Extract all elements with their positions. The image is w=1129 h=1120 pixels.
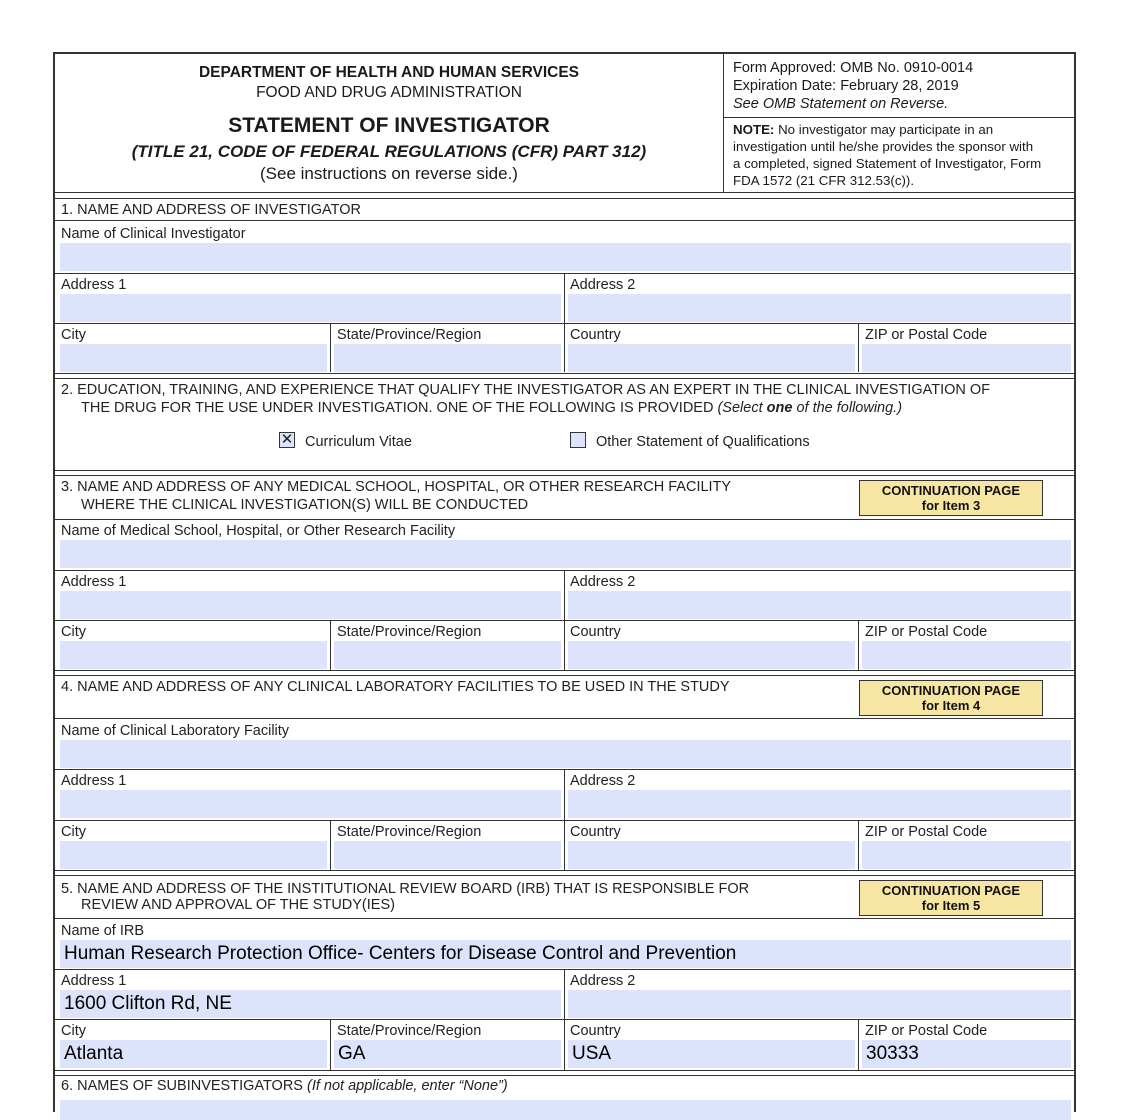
rule xyxy=(55,220,1074,221)
section4-address2-label: Address 2 xyxy=(570,773,636,789)
section3-heading-line1: 3. NAME AND ADDRESS OF ANY MEDICAL SCHOOL, HOSPITAL, OR OTHER RESEARCH FACILITY xyxy=(61,479,732,495)
section6-note: (If not applicable, enter “None”) xyxy=(307,1078,508,1094)
note-text-1: No investigator may participate in an xyxy=(778,122,994,137)
note-text-2: investigation until he/she provides the sponsor with xyxy=(733,139,1034,154)
irb-zip-field[interactable] xyxy=(862,1040,1071,1068)
continuation-page-item4-button[interactable] xyxy=(859,680,1043,716)
irb-address1-field[interactable] xyxy=(60,990,561,1018)
rule xyxy=(55,192,1074,193)
section3-address1-label: Address 1 xyxy=(61,574,127,590)
investigator-address1-field[interactable] xyxy=(60,294,561,322)
rule xyxy=(858,620,859,670)
rule xyxy=(858,820,859,870)
facility-city-field[interactable] xyxy=(60,641,327,669)
rule xyxy=(330,620,331,670)
section5-zip-label: ZIP or Postal Code xyxy=(865,1023,988,1039)
lab-city-field[interactable] xyxy=(60,841,327,869)
lab-address1-field[interactable] xyxy=(60,790,561,818)
form-page xyxy=(53,52,1076,1112)
section5-address2-label: Address 2 xyxy=(570,973,636,989)
rule xyxy=(55,718,1074,719)
curriculum-vitae-checkbox[interactable]: ✕ xyxy=(280,431,294,448)
rule xyxy=(858,323,859,372)
continuation-title: CONTINUATION PAGE xyxy=(881,483,1021,498)
section2-select-bold: one xyxy=(766,400,793,416)
continuation-page-item5-button[interactable] xyxy=(859,880,1043,916)
rule xyxy=(330,820,331,870)
section3-zip-label: ZIP or Postal Code xyxy=(865,624,988,640)
facility-address1-field[interactable] xyxy=(60,591,561,619)
section3-state-label: State/Province/Region xyxy=(337,624,482,640)
rule xyxy=(55,323,1074,324)
section5-state-label: State/Province/Region xyxy=(337,1023,482,1039)
facility-country-field[interactable] xyxy=(568,641,855,669)
rule xyxy=(55,1019,1074,1020)
section4-country-label: Country xyxy=(570,824,621,840)
irb-name-field[interactable] xyxy=(60,940,1071,968)
expiration-date: Expiration Date: February 28, 2019 xyxy=(733,78,959,94)
section6-heading-text: 6. NAMES OF SUBINVESTIGATORS xyxy=(61,1078,303,1094)
omb-box xyxy=(733,59,1073,113)
form-title: STATEMENT OF INVESTIGATOR xyxy=(228,114,550,137)
rule xyxy=(858,1019,859,1070)
section4-address1-label: Address 1 xyxy=(61,773,127,789)
investigator-name-field[interactable] xyxy=(60,243,1071,271)
section5-city-label: City xyxy=(61,1023,86,1039)
rule xyxy=(55,1075,1074,1076)
section1-heading: 1. NAME AND ADDRESS OF INVESTIGATOR xyxy=(61,202,361,218)
note-divider xyxy=(723,117,1074,118)
rule xyxy=(55,875,1074,876)
omb-number: Form Approved: OMB No. 0910-0014 xyxy=(733,60,974,76)
section1-state-label: State/Province/Region xyxy=(337,327,482,343)
section1-zip-label: ZIP or Postal Code xyxy=(865,327,988,343)
lab-facility-name-field[interactable] xyxy=(60,740,1071,768)
omb-statement-ref: See OMB Statement on Reverse. xyxy=(733,96,949,112)
rule xyxy=(330,323,331,372)
rule xyxy=(55,1070,1074,1071)
section2-select-pre: (Select xyxy=(717,400,763,416)
irb-city-field[interactable] xyxy=(60,1040,327,1068)
section3-name-label: Name of Medical School, Hospital, or Other Research Facility xyxy=(61,523,456,539)
rule xyxy=(55,820,1074,821)
continuation-title: CONTINUATION PAGE xyxy=(881,683,1021,698)
continuation-item: for Item 3 xyxy=(921,498,981,513)
continuation-page-item3-button[interactable] xyxy=(859,480,1043,516)
rule xyxy=(55,620,1074,621)
investigator-city-field[interactable] xyxy=(60,344,327,372)
lab-country-field[interactable] xyxy=(568,841,855,869)
rule xyxy=(55,675,1074,676)
note-box xyxy=(733,121,1073,189)
curriculum-vitae-label: Curriculum Vitae xyxy=(305,434,412,450)
rule xyxy=(55,475,1074,476)
rule xyxy=(55,870,1074,871)
lab-address2-field[interactable] xyxy=(568,790,1071,818)
facility-state-field[interactable] xyxy=(334,641,561,669)
continuation-item: for Item 5 xyxy=(921,898,981,913)
continuation-item: for Item 4 xyxy=(921,698,981,713)
rule xyxy=(330,1019,331,1070)
rule xyxy=(55,373,1074,374)
lab-state-field[interactable] xyxy=(334,841,561,869)
section5-heading-line1: 5. NAME AND ADDRESS OF THE INSTITUTIONAL REVIEW BOARD (IRB) THAT IS RESPONSIBLE FOR xyxy=(61,881,750,897)
section2-heading-line2 xyxy=(81,400,902,418)
other-qualifications-checkbox[interactable] xyxy=(570,432,586,448)
facility-name-field[interactable] xyxy=(60,540,1071,568)
section5-address1-label: Address 1 xyxy=(61,973,127,989)
form-subtitle: (TITLE 21, CODE OF FEDERAL REGULATIONS (CFR) PART 312) xyxy=(131,142,647,161)
header-divider xyxy=(723,54,724,192)
section2-heading-line1: 2. EDUCATION, TRAINING, AND EXPERIENCE THAT QUALIFY THE INVESTIGATOR AS AN EXPERT IN THE CLINICAL INVESTIGATION OF xyxy=(61,382,991,398)
investigator-country-field[interactable] xyxy=(568,344,855,372)
irb-state-field[interactable] xyxy=(334,1040,561,1068)
section2-select-post: of the following.) xyxy=(796,400,903,416)
irb-address2-field[interactable] xyxy=(568,990,1071,1018)
rule xyxy=(55,519,1074,520)
section5-name-label: Name of IRB xyxy=(61,923,144,939)
form-instructions: (See instructions on reverse side.) xyxy=(260,164,518,183)
investigator-state-field[interactable] xyxy=(334,344,561,372)
section2-heading-text: THE DRUG FOR THE USE UNDER INVESTIGATION. ONE OF THE FOLLOWING IS PROVIDED xyxy=(81,400,714,416)
section6-heading xyxy=(61,1078,508,1096)
subinvestigators-field[interactable] xyxy=(60,1100,1071,1120)
investigator-address2-field[interactable] xyxy=(568,294,1071,322)
section4-city-label: City xyxy=(61,824,86,840)
note-text-4: FDA 1572 (21 CFR 312.53(c)). xyxy=(733,173,915,188)
section4-name-label: Name of Clinical Laboratory Facility xyxy=(61,723,290,739)
rule xyxy=(55,470,1074,471)
section5-country-label: Country xyxy=(570,1023,621,1039)
section5-heading-line2: REVIEW AND APPROVAL OF THE STUDY(IES) xyxy=(81,897,395,913)
rule xyxy=(55,198,1074,199)
section1-address1-label: Address 1 xyxy=(61,277,127,293)
section3-heading-line2: WHERE THE CLINICAL INVESTIGATION(S) WILL BE CONDUCTED xyxy=(81,497,529,513)
rule xyxy=(55,378,1074,379)
other-qualifications-label: Other Statement of Qualifications xyxy=(596,434,810,450)
section4-zip-label: ZIP or Postal Code xyxy=(865,824,988,840)
section1-name-label: Name of Clinical Investigator xyxy=(61,226,246,242)
agency-name: FOOD AND DRUG ADMINISTRATION xyxy=(256,84,522,101)
lab-zip-field[interactable] xyxy=(862,841,1071,869)
header-left xyxy=(55,54,723,192)
section4-heading: 4. NAME AND ADDRESS OF ANY CLINICAL LABORATORY FACILITIES TO BE USED IN THE STUDY xyxy=(61,679,730,695)
section3-city-label: City xyxy=(61,624,86,640)
section3-country-label: Country xyxy=(570,624,621,640)
irb-country-field[interactable] xyxy=(568,1040,855,1068)
note-label: NOTE: xyxy=(733,122,775,137)
section1-country-label: Country xyxy=(570,327,621,343)
section3-address2-label: Address 2 xyxy=(570,574,636,590)
section4-state-label: State/Province/Region xyxy=(337,824,482,840)
facility-address2-field[interactable] xyxy=(568,591,1071,619)
rule xyxy=(55,918,1074,919)
rule xyxy=(55,670,1074,671)
department-name: DEPARTMENT OF HEALTH AND HUMAN SERVICES xyxy=(198,64,580,81)
note-text-3: a completed, signed Statement of Investigator, Form xyxy=(733,156,1042,171)
section1-city-label: City xyxy=(61,327,86,343)
section1-address2-label: Address 2 xyxy=(570,277,636,293)
continuation-title: CONTINUATION PAGE xyxy=(881,883,1021,898)
facility-zip-field[interactable] xyxy=(862,641,1071,669)
investigator-zip-field[interactable] xyxy=(862,344,1071,372)
